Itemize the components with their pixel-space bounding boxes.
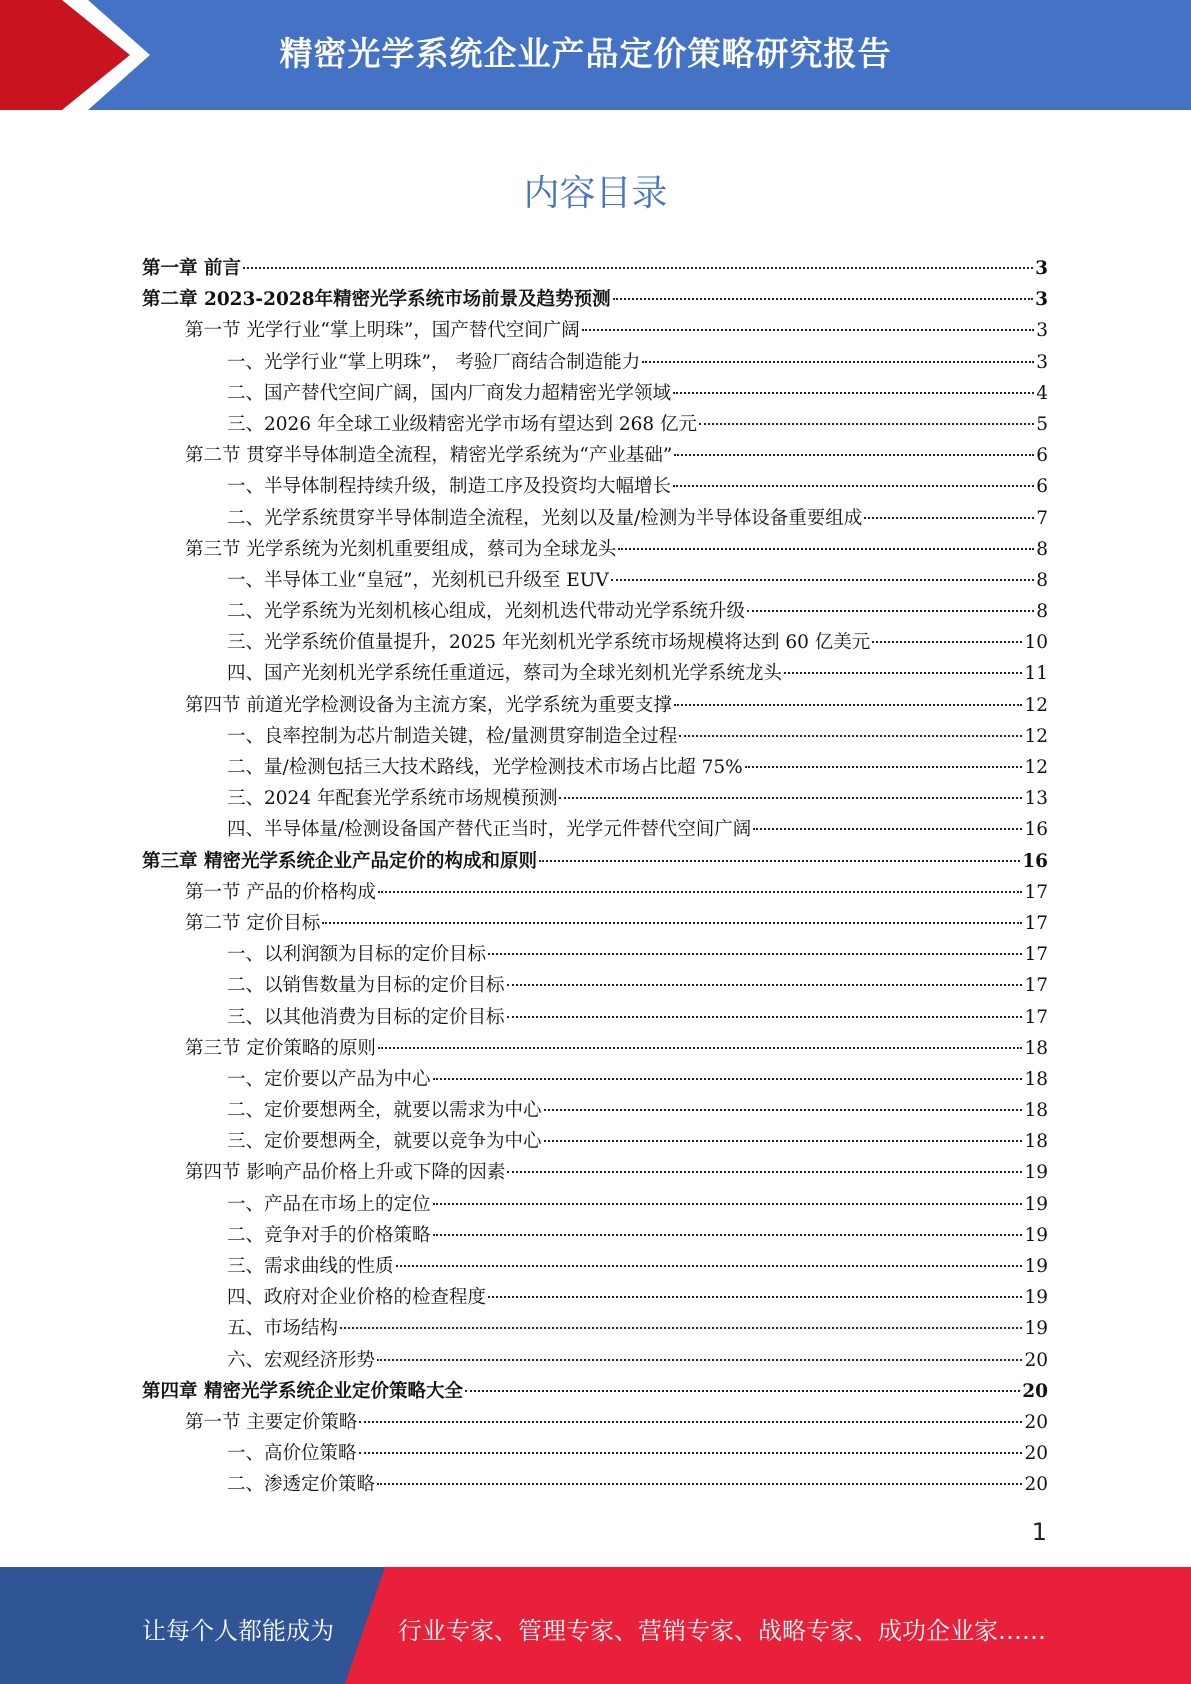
toc-entry-page: 6 [1036,445,1048,467]
toc-entry-page: 7 [1036,507,1048,529]
page-number: 1 [1031,1518,1047,1546]
toc-entry-page: 20 [1024,1411,1048,1433]
toc-entry-title: 三、2026 年全球工业级精密光学市场有望达到 268 亿元 [227,413,698,435]
toc-entry-page: 8 [1036,538,1048,560]
toc-entry-page: 19 [1024,1287,1048,1309]
toc-entry[interactable] [142,1376,1048,1407]
toc-entry-title: 三、2024 年配套光学系统市场规模预测 [227,788,558,810]
toc-leader-dots [582,328,1034,331]
toc-entry-title: 六、宏观经济形势 [227,1349,376,1371]
toc-entry-title: 第二节 定价目标 [185,912,321,934]
toc-entry[interactable] [142,596,1048,627]
toc-leader-dots [378,890,1023,893]
toc-entry-page: 17 [1024,881,1048,903]
toc-entry-page: 16 [1024,819,1048,841]
toc-entry-title: 一、良率控制为芯片制造关键，检/量测贯穿制造全过程 [227,725,678,747]
toc-entry[interactable] [142,1189,1048,1220]
toc-entry-title: 一、产品在市场上的定位 [227,1193,431,1215]
toc-entry[interactable] [142,378,1048,409]
toc-entry-page: 3 [1036,320,1048,342]
toc-entry[interactable] [142,1220,1048,1251]
toc-entry[interactable] [142,939,1048,970]
toc-leader-dots [465,1389,1020,1392]
toc-entry[interactable] [142,1157,1048,1188]
footer-slogan-left: 让每个人都能成为 [142,1617,334,1645]
toc-entry[interactable] [142,1345,1048,1376]
toc-entry-page: 17 [1024,912,1048,934]
toc-entry[interactable] [142,846,1048,877]
toc-leader-dots [673,391,1034,394]
toc-entry[interactable] [142,970,1048,1001]
toc-entry-page: 10 [1024,632,1048,654]
toc-entry-page: 20 [1024,1443,1048,1465]
toc-entry-page: 8 [1036,601,1048,623]
toc-entry-page: 12 [1024,757,1048,778]
toc-leader-dots [618,547,1034,550]
toc-leader-dots [507,983,1023,986]
toc-entry-title: 第二章 2023-2028年精密光学系统市场前景及趋势预测 [142,289,611,311]
toc-leader-dots [673,484,1034,487]
toc-leader-dots [864,516,1034,519]
toc-entry-title: 第四章 精密光学系统企业定价策略大全 [142,1380,463,1402]
toc-entry-page: 20 [1022,1380,1048,1402]
toc-leader-dots [747,609,1034,612]
toc-entry[interactable] [142,1438,1048,1469]
toc-entry-page: 5 [1036,413,1048,435]
toc-entry-title: 第四节 前道光学检测设备为主流方案，光学系统为重要支撑 [185,694,672,716]
toc-entry-page: 12 [1024,694,1048,716]
toc-entry-title: 二、光学系统为光刻机核心组成，光刻机迭代带动光学系统升级 [227,601,746,623]
toc-entry-page: 19 [1024,1193,1048,1215]
toc-entry[interactable] [142,534,1048,565]
toc-entry-title: 第一节 产品的价格构成 [185,881,376,903]
toc-entry-title: 第三节 定价策略的原则 [185,1037,376,1059]
toc-entry[interactable] [142,253,1048,284]
toc-entry-title: 四、半导体量/检测设备国产替代正当时，光学元件替代空间广阔 [227,819,752,841]
toc-leader-dots [544,1108,1023,1111]
toc-entry-page: 20 [1024,1349,1048,1371]
toc-entry-title: 第四节 影响产品价格上升或下降的因素 [185,1162,506,1184]
toc-leader-dots [488,1295,1022,1298]
toc-entry-page: 20 [1024,1474,1048,1496]
toc-entry-title: 一、半导体工业“皇冠”，光刻机已升级至 EUV [227,569,609,591]
toc-entry-title: 第三节 光学系统为光刻机重要组成，蔡司为全球龙头 [185,538,617,560]
toc-entry-page: 19 [1024,1256,1048,1277]
toc-entry-title: 第一节 光学行业“掌上明珠”，国产替代空间广阔 [185,320,580,342]
toc-entry-page: 3 [1035,258,1048,279]
toc-entry-title: 二、竞争对手的价格策略 [227,1224,431,1246]
toc-leader-dots [340,1326,1022,1329]
toc-leader-dots [359,1451,1023,1454]
toc-entry[interactable] [142,1282,1048,1313]
toc-entry-title: 三、以其他消费为目标的定价目标 [227,1006,505,1028]
toc-entry-page: 8 [1036,569,1048,591]
toc-entry[interactable] [142,565,1048,596]
toc-leader-dots [243,266,1033,269]
toc-entry-page: 11 [1024,663,1048,685]
toc-entry-page: 19 [1024,1224,1048,1246]
toc-entry-page: 12 [1024,725,1048,747]
toc-entry-title: 第一章 前言 [142,258,241,279]
toc-entry-title: 一、高价位策略 [227,1443,357,1465]
toc-entry-page: 13 [1024,788,1048,810]
toc-entry[interactable] [142,1002,1048,1033]
toc-leader-dots [611,578,1034,581]
toc-entry[interactable] [142,409,1048,440]
toc-leader-dots [507,1170,1022,1173]
toc-entry[interactable] [142,1407,1048,1438]
toc-entry-title: 五、市场结构 [227,1318,339,1340]
toc-entry[interactable] [142,347,1048,378]
toc-heading: 内容目录 [523,173,668,214]
toc-entry[interactable] [142,471,1048,502]
toc-entry-title: 四、国产光刻机光学系统任重道远，蔡司为全球光刻机光学系统龙头 [227,663,783,685]
toc-leader-dots [507,1015,1023,1018]
toc-entry-page: 17 [1024,944,1048,966]
toc-entry-page: 4 [1036,382,1048,404]
toc-entry-page: 19 [1024,1162,1048,1184]
toc-entry[interactable] [142,658,1048,689]
toc-entry[interactable] [142,721,1048,752]
toc-entry[interactable] [142,503,1048,534]
toc-entry-title: 三、定价要想两全，就要以竞争为中心 [227,1131,542,1153]
toc-entry-page: 19 [1024,1318,1048,1340]
toc-leader-dots [674,703,1023,706]
toc-entry[interactable] [142,908,1048,939]
toc-entry-title: 二、光学系统贯穿半导体制造全流程，光刻以及量/检测为半导体设备重要组成 [227,507,863,529]
toc-entry-page: 3 [1035,289,1048,311]
toc-entry[interactable] [142,1469,1048,1500]
toc-entry[interactable] [142,1313,1048,1344]
toc-entry-page: 18 [1024,1068,1048,1090]
toc-entry[interactable] [142,1033,1048,1064]
footer-slogan-right: 行业专家、管理专家、营销专家、战略专家、成功企业家…… [398,1617,1046,1645]
toc-leader-dots [539,859,1020,862]
toc-entry-page: 17 [1024,1006,1048,1028]
toc-entry-page: 18 [1024,1131,1048,1153]
toc-leader-dots [378,1046,1023,1049]
toc-entry-title: 四、政府对企业价格的检查程度 [227,1287,487,1309]
toc-leader-dots [433,1202,1023,1205]
toc-entry-title: 第三章 精密光学系统企业产品定价的构成和原则 [142,850,537,872]
toc-leader-dots [674,453,1034,456]
toc-leader-dots [784,671,1022,674]
toc-entry[interactable] [142,440,1048,471]
toc-leader-dots [359,1420,1022,1423]
toc-entry-title: 二、定价要想两全，就要以需求为中心 [227,1100,542,1122]
toc-entry-title: 二、国产替代空间广阔，国内厂商发力超精密光学领域 [227,382,672,404]
toc-entry-page: 3 [1036,351,1048,373]
toc-leader-dots [377,1358,1022,1361]
toc-leader-dots [642,360,1034,363]
toc-entry-title: 三、光学系统价值量提升，2025 年光刻机光学系统市场规模将达到 60 亿美元 [227,632,871,654]
footer-banner [0,1567,1191,1684]
toc-entry[interactable] [142,877,1048,908]
toc-leader-dots [745,765,1023,768]
toc-entry[interactable] [142,783,1048,814]
toc-entry-title: 二、量/检测包括三大技术路线，光学检测技术市场占比超 75% [227,757,743,778]
toc-leader-dots [433,1233,1023,1236]
toc-entry[interactable] [142,1095,1048,1126]
toc-entry-title: 第二节 贯穿半导体制造全流程，精密光学系统为“产业基础” [185,445,673,467]
toc-leader-dots [679,734,1022,737]
toc-entry[interactable] [142,284,1048,315]
toc-leader-dots [699,422,1034,425]
report-title: 精密光学系统企业产品定价策略研究报告 [279,34,892,73]
toc-leader-dots [396,1264,1023,1267]
toc-leader-dots [433,1077,1023,1080]
toc-leader-dots [872,640,1022,643]
toc-entry[interactable] [142,315,1048,346]
toc-entry[interactable] [142,627,1048,658]
toc-leader-dots [544,1139,1023,1142]
toc-entry-title: 二、以销售数量为目标的定价目标 [227,975,505,997]
toc-entry-page: 18 [1024,1037,1048,1059]
toc-entry-title: 一、定价要以产品为中心 [227,1068,431,1090]
toc-entry[interactable] [142,1251,1048,1282]
toc-entry[interactable] [142,1126,1048,1157]
toc-entry-page: 16 [1022,850,1048,872]
toc-entry-page: 6 [1036,476,1048,498]
toc-entry[interactable] [142,690,1048,721]
toc-entry[interactable] [142,814,1048,845]
toc-leader-dots [753,827,1022,830]
toc-entry-page: 17 [1024,975,1048,997]
toc-entry-title: 一、光学行业“掌上明珠”， 考验厂商结合制造能力 [227,351,641,373]
header-banner [0,0,1191,110]
toc-leader-dots [488,952,1022,955]
toc-leader-dots [613,297,1034,300]
toc-entry-title: 第一节 主要定价策略 [185,1411,358,1433]
toc-entry-title: 一、半导体制程持续升级，制造工序及投资均大幅增长 [227,476,672,498]
toc-entry-page: 18 [1024,1100,1048,1122]
toc-entry[interactable] [142,1064,1048,1095]
toc-entry-title: 二、渗透定价策略 [227,1474,376,1496]
toc-entry-title: 三、需求曲线的性质 [227,1256,394,1277]
toc-leader-dots [559,796,1022,799]
toc-entry-title: 一、以利润额为目标的定价目标 [227,944,487,966]
toc-leader-dots [322,921,1022,924]
toc-leader-dots [377,1482,1022,1485]
table-of-contents [142,253,1048,1501]
toc-entry[interactable] [142,752,1048,783]
